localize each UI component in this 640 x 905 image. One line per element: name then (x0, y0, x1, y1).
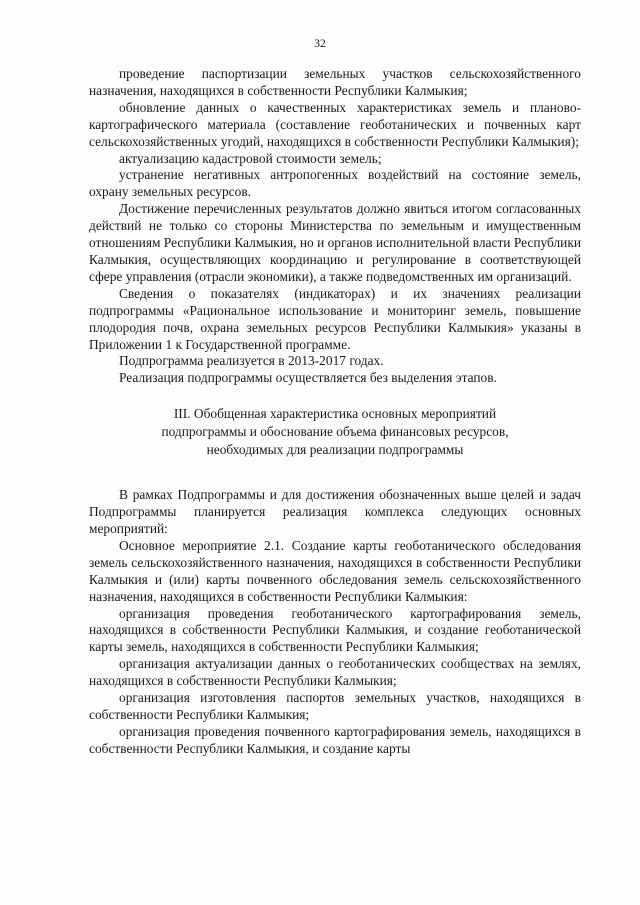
paragraph: организация актуализации данных о геоботанических сообществах на землях, находящихся в собственности Республики Калмыкия; (89, 656, 581, 689)
page-number: 32 (314, 38, 326, 50)
spacer (89, 475, 581, 487)
section-heading-line: III. Обобщенная характеристика основных мероприятий (173, 406, 497, 422)
paragraph: Реализация подпрограммы осуществляется без выделения этапов. (119, 370, 497, 386)
section-heading-line: необходимых для реализации подпрограммы (206, 442, 464, 458)
paragraph: организация проведения геоботанического картографирования земель, находящихся в собственности Республики Калмыкия, и создание геоботанической карты земель, находящихся в собственности Республики Калмыкия; (89, 605, 581, 655)
paragraph: Достижение перечисленных результатов должно явиться итогом согласованных действий не только со стороны Министерства по земельным и имущественным отношениям Республики Калмыкия, но и органов исполнительной власти Республики Калмыкия, осуществляющих координацию и регулирование в соответствующей сфере управления (отрасли экономики), а также подведомственных им организаций. (89, 201, 581, 284)
document-body (89, 66, 581, 758)
paragraph: организация изготовления паспортов земельных участков, находящихся в собственности Республики Калмыкия; (89, 690, 581, 722)
paragraph: Подпрограмма реализуется в 2013-2017 годах. (119, 353, 384, 369)
paragraph: Основное мероприятие 2.1. Создание карты геоботанического обследования земель сельскохозяйственного назначения, находящихся в собственности Республики Калмыкия и (или) карты почвенного обследования земель сельскохозяйственного назначения, находящихся в собственности Республики Калмыкия: (89, 537, 581, 604)
paragraph: актуализацию кадастровой стоимости земель; (119, 150, 382, 166)
paragraph: обновление данных о качественных характеристиках земель и планово-картографического материала (составление геоботанических и почвенных карт сельскохозяйственных угодий, находящихся в собственности Республики Калмыкия); (89, 99, 581, 149)
section-heading-line: подпрограммы и обоснование объема финансовых ресурсов, (161, 424, 509, 440)
paragraph: организация проведения почвенного картографирования земель, находящихся в собственности Республики Калмыкия, и создание карты (89, 723, 581, 756)
paragraph: В рамках Подпрограммы и для достижения обозначенных выше целей и задач Подпрограммы планируется реализация комплекса следующих основных мероприятий: (89, 487, 581, 537)
paragraph: проведение паспортизации земельных участков сельскохозяйственного назначения, находящихся в собственности Республики Калмыкия; (89, 66, 581, 98)
section-heading (89, 405, 581, 459)
paragraph: устранение негативных антропогенных воздействий на состояние земель, охрану земельных ресурсов. (89, 167, 581, 200)
paragraph: Сведения о показателях (индикаторах) и их значениях реализации подпрограммы «Рациональное использование и мониторинг земель, повышение плодородия почв, охрана земельных ресурсов Республики Калмыкия» указаны в Приложении 1 к Государственной программе. (89, 285, 581, 352)
